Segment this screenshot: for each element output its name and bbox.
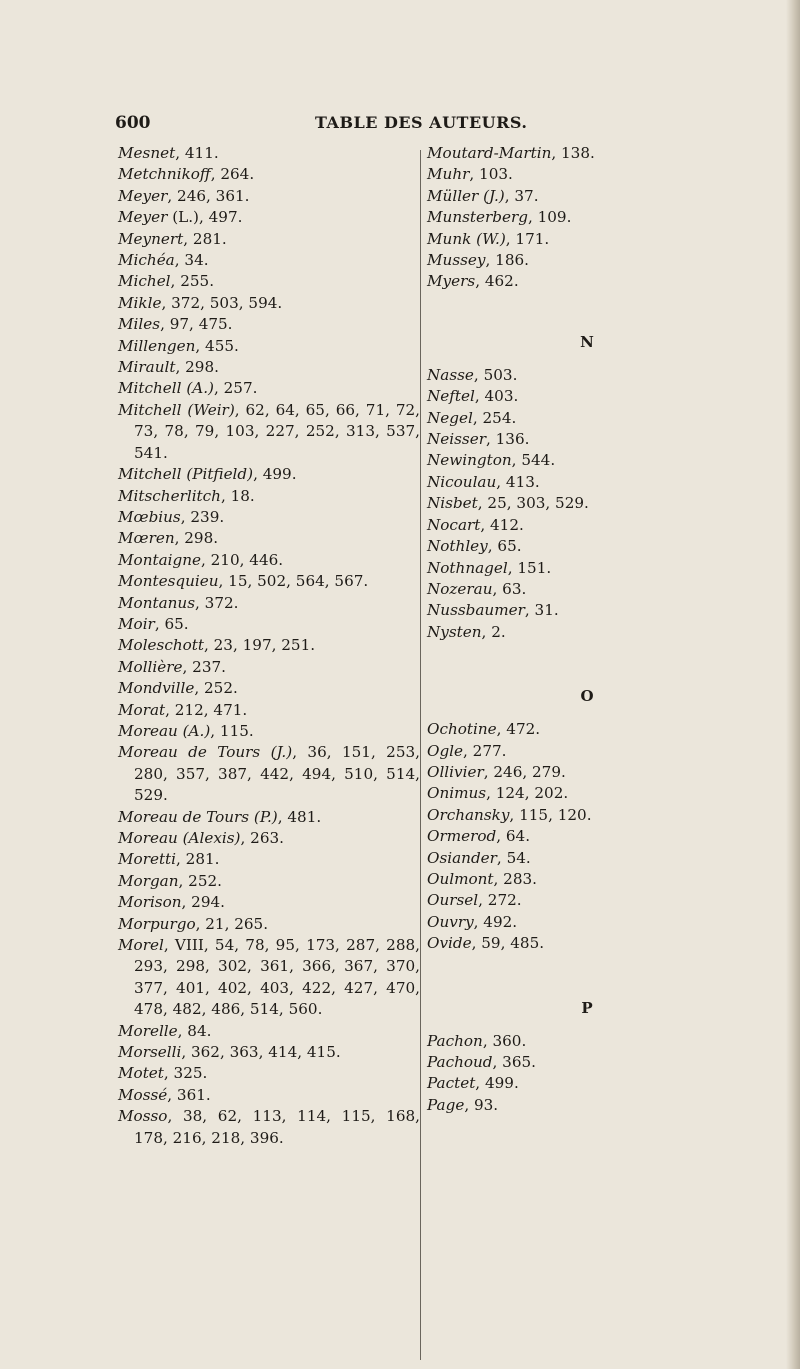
page-references: , 298.	[175, 358, 219, 377]
author-name: Mondville	[118, 679, 195, 698]
author-name: Meyer	[118, 208, 168, 227]
author-name: Montesquieu	[118, 572, 219, 591]
index-entry	[118, 143, 420, 164]
author-name: Ovide	[427, 934, 472, 953]
page-references: , 36, 151, 253, 280, 357, 387, 442, 494, 510, 514, 529.	[134, 743, 420, 805]
page-references: , 472.	[496, 720, 541, 739]
index-entry	[118, 678, 420, 699]
index-entry	[118, 464, 420, 485]
page-references: , 84.	[177, 1021, 212, 1040]
page-references: , 544.	[511, 451, 556, 470]
index-entry	[118, 507, 420, 528]
index-entry	[427, 933, 727, 954]
index-entry	[118, 378, 420, 399]
author-name: Neisser	[427, 430, 486, 449]
page-references: , 462.	[475, 272, 519, 291]
index-entry	[427, 429, 727, 450]
author-name: Moretti	[118, 850, 177, 869]
author-name: Mitchell (Weir)	[118, 400, 235, 419]
author-name: Michel	[118, 272, 171, 291]
index-entry	[118, 293, 420, 314]
page-references: , 59, 485.	[471, 934, 545, 953]
page-references: , 283.	[493, 869, 538, 888]
index-entry	[118, 742, 420, 806]
author-name: Muhr	[427, 165, 470, 184]
author-name: Oursel	[427, 891, 479, 910]
index-entry	[427, 250, 727, 271]
author-name: Nozerau	[427, 579, 493, 598]
page-references: , 298.	[174, 529, 219, 548]
section-letter-n: N	[580, 332, 594, 351]
page-references: , 411.	[175, 144, 219, 162]
page-references: , 281.	[183, 229, 227, 248]
page-references: , 15, 502, 564, 567.	[218, 572, 369, 591]
author-name: Motet	[118, 1064, 164, 1083]
page-references: , 281.	[176, 850, 220, 869]
author-name: Moir	[118, 614, 155, 633]
author-name: Morel	[118, 936, 164, 955]
index-entry	[427, 719, 727, 740]
index-entry	[118, 1042, 420, 1063]
index-entry	[118, 635, 420, 656]
author-name: Pactet	[427, 1074, 476, 1093]
author-name: Miles	[118, 315, 161, 334]
index-entry	[118, 400, 420, 464]
page-references: , 97, 475.	[160, 315, 233, 334]
page-references: , 63.	[492, 579, 527, 598]
section-letter-p: P	[581, 998, 593, 1017]
author-name: Montanus	[118, 593, 195, 612]
index-entry	[118, 486, 420, 507]
page-references: , 257.	[213, 379, 258, 398]
index-entry	[427, 805, 727, 826]
page-references: , 38, 62, 113, 114, 115, 168, 178, 216, 218, 396.	[134, 1107, 420, 1147]
author-name: Moreau (Alexis)	[118, 829, 241, 847]
page-references: , 372, 503, 594.	[161, 293, 283, 312]
author-name: Morat	[118, 700, 166, 719]
author-name: Mœbius	[118, 507, 181, 526]
column-divider	[420, 150, 421, 1360]
page-references: , 151.	[507, 558, 552, 577]
page-references: , 403.	[474, 387, 519, 406]
author-name: Mossé	[118, 1085, 168, 1104]
author-name: Morgan	[118, 871, 179, 890]
author-name: Nysten	[427, 622, 482, 641]
index-entry	[427, 826, 727, 847]
author-name: Mosso	[118, 1107, 168, 1126]
author-name: Ollivier	[427, 762, 484, 781]
index-entry	[118, 1085, 420, 1106]
page-references: , 31.	[524, 601, 559, 620]
index-entry	[427, 1031, 727, 1052]
index-entry	[427, 365, 727, 386]
author-name: Munsterberg	[427, 208, 528, 227]
index-entry	[118, 186, 420, 207]
author-name: Metchnikoff	[118, 165, 211, 184]
index-entry	[427, 408, 727, 429]
author-name: Michéa	[118, 251, 175, 270]
index-entry	[118, 229, 420, 250]
author-name: Ouvry	[427, 912, 474, 931]
author-name: Pachon	[427, 1031, 483, 1050]
page-references: , 365.	[492, 1053, 537, 1071]
page-references: , 54.	[496, 848, 531, 867]
n-entries-list	[427, 365, 727, 643]
page-references: , 255.	[170, 272, 215, 291]
index-entry	[427, 493, 727, 514]
index-entry	[118, 1106, 420, 1149]
o-entries-list	[427, 719, 727, 954]
index-entry	[427, 622, 727, 643]
index-entry	[118, 528, 420, 549]
index-entry	[427, 536, 727, 557]
page-references: , 239.	[180, 507, 225, 526]
author-name: Neftel	[427, 387, 475, 406]
index-entry	[427, 890, 727, 911]
p-entries-list	[427, 1031, 727, 1117]
index-entry	[427, 229, 727, 250]
page-references: , 360.	[482, 1031, 527, 1050]
author-name: Müller (J.)	[427, 186, 505, 205]
author-name: Nisbet	[427, 494, 478, 513]
page-references: , 124, 202.	[486, 784, 569, 803]
page-references: , 246, 279.	[483, 762, 566, 781]
index-entry	[427, 143, 727, 164]
index-entry	[427, 186, 727, 207]
page-references: , 34.	[174, 251, 209, 270]
page-edge-shadow	[786, 0, 800, 1369]
page-references: , 492.	[473, 912, 518, 931]
page-references: , 372.	[195, 593, 239, 612]
index-entry	[118, 1021, 420, 1042]
index-entry	[118, 571, 420, 592]
index-entry	[118, 207, 420, 228]
author-name: Moreau (A.)	[118, 721, 211, 740]
index-entry	[118, 250, 420, 271]
index-entry	[427, 912, 727, 933]
index-entry	[427, 472, 727, 493]
index-entry	[427, 271, 727, 292]
page-references: , 455.	[195, 336, 239, 355]
author-name: Montaigne	[118, 550, 201, 569]
page-references: , 186.	[485, 251, 529, 270]
author-name: Oulmont	[427, 869, 494, 888]
index-entry	[427, 741, 727, 762]
author-name: Mikle	[118, 293, 162, 312]
page-references: , 93.	[464, 1095, 499, 1114]
running-title: TABLE DES AUTEURS.	[315, 113, 528, 132]
index-entry	[118, 657, 420, 678]
page-references: , 499.	[253, 465, 297, 484]
author-name: Mitchell (Pitfield)	[118, 465, 254, 484]
index-entry	[118, 700, 420, 721]
index-entry	[427, 207, 727, 228]
author-name: Mœren	[118, 529, 175, 548]
index-entry	[118, 849, 420, 870]
running-header	[115, 113, 715, 137]
author-name: Meynert	[118, 229, 184, 248]
author-name: Ormerod	[427, 827, 497, 846]
page-references: , 252.	[194, 679, 238, 698]
page-references: , 25, 303, 529.	[477, 494, 589, 513]
index-entry	[118, 935, 420, 1021]
page-references: (L.), 497.	[167, 208, 243, 227]
page-references: , 65.	[487, 537, 522, 556]
page-references: , 264.	[210, 165, 255, 184]
index-entry	[118, 314, 420, 335]
page-references: , 115, 120.	[509, 805, 592, 824]
index-entry	[118, 721, 420, 742]
page-references: , 277.	[463, 741, 507, 760]
page-references: , 64.	[496, 827, 531, 846]
page-references: , 263.	[240, 829, 284, 847]
author-name: Negel	[427, 408, 473, 427]
page-references: , 362, 363, 414, 415.	[181, 1043, 341, 1062]
index-entry	[118, 336, 420, 357]
author-name: Munk (W.)	[427, 229, 506, 248]
author-name: Newington	[427, 451, 512, 470]
author-name: Moleschott	[118, 636, 204, 655]
index-entry	[427, 515, 727, 536]
author-name: Nothley	[427, 537, 488, 556]
page-references: , 138.	[551, 144, 595, 162]
page-references: , 115.	[210, 721, 254, 740]
index-entry	[427, 783, 727, 804]
index-entry	[118, 807, 420, 828]
author-name: Page	[427, 1095, 465, 1114]
page-references: , 2.	[481, 622, 506, 641]
author-name: Mirault	[118, 358, 176, 377]
page-references: , 62, 64, 65, 66, 71, 72, 73, 78, 79, 103, 227, 252, 313, 537, 541.	[134, 400, 420, 462]
page-references: , 413.	[496, 472, 540, 491]
author-name: Mollière	[118, 657, 183, 676]
page-references: , 237.	[182, 657, 226, 676]
page-references: , 499.	[475, 1074, 519, 1093]
page-references: , 210, 446.	[200, 550, 284, 569]
page-references: , 212, 471.	[165, 700, 248, 719]
page-references: , 171.	[505, 229, 550, 248]
index-entry	[118, 1063, 420, 1084]
page-references: , 21, 265.	[195, 914, 269, 933]
author-name: Millengen	[118, 336, 196, 355]
author-name: Morelle	[118, 1021, 178, 1040]
index-entry	[118, 892, 420, 913]
page-references: , 325.	[163, 1064, 208, 1083]
index-entry	[118, 550, 420, 571]
author-name: Morpurgo	[118, 914, 196, 933]
page-references: , 109.	[527, 208, 572, 227]
author-name: Moreau de Tours (P.)	[118, 807, 278, 826]
page-references: , 18.	[220, 486, 255, 505]
index-entry	[118, 871, 420, 892]
author-name: Onimus	[427, 784, 487, 803]
page-references: , 246, 361.	[167, 186, 250, 205]
index-entry	[427, 558, 727, 579]
index-entry	[118, 914, 420, 935]
index-entry	[427, 869, 727, 890]
index-entry	[427, 386, 727, 407]
author-name: Osiander	[427, 848, 497, 867]
index-entry	[118, 614, 420, 635]
author-name: Meyer	[118, 186, 168, 205]
index-entry	[118, 164, 420, 185]
page-references: , 65.	[154, 614, 189, 633]
index-entry	[118, 593, 420, 614]
index-entry	[427, 164, 727, 185]
page-references: , VIII, 54, 78, 95, 173, 287, 288, 293, 298, 302, 361, 366, 367, 370, 377, 401, 402, 403, 422, 427, 470, 478, 482, 486, 514, 560.	[134, 936, 420, 1019]
author-name: Myers	[427, 272, 476, 291]
page-references: , 254.	[472, 408, 517, 427]
author-name: Mitchell (A.)	[118, 379, 214, 398]
page-number: 600	[115, 113, 151, 133]
author-name: Morselli	[118, 1043, 182, 1062]
index-entry	[118, 357, 420, 378]
page-references: , 37.	[504, 186, 539, 205]
author-name: Morison	[118, 893, 182, 912]
author-name: Mussey	[427, 251, 486, 270]
page-references: , 503.	[473, 365, 518, 384]
author-name: Nocart	[427, 515, 481, 534]
page-references: , 412.	[480, 515, 524, 534]
author-name: Nicoulau	[427, 472, 497, 491]
page-references: , 361.	[167, 1085, 211, 1104]
page-references: , 136.	[485, 430, 530, 449]
index-entry	[427, 600, 727, 621]
section-letter-o: O	[580, 687, 594, 706]
page-references: , 23, 197, 251.	[203, 636, 316, 655]
author-name: Ochotine	[427, 720, 497, 739]
m-entries-list	[427, 143, 727, 293]
author-name: Moutard-Martin	[427, 144, 552, 162]
author-name: Nussbaumer	[427, 601, 525, 620]
author-name: Orchansky	[427, 805, 510, 824]
index-entry	[427, 762, 727, 783]
index-entry	[427, 579, 727, 600]
page-references: , 252.	[178, 871, 222, 890]
index-entry	[427, 1052, 727, 1073]
left-column	[118, 143, 420, 1149]
right-column	[427, 143, 727, 1116]
index-entry	[427, 1095, 727, 1116]
index-entry	[427, 848, 727, 869]
author-name: Moreau de Tours (J.)	[118, 743, 293, 762]
author-name: Nothnagel	[427, 558, 508, 577]
index-entry	[118, 828, 420, 849]
author-name: Nasse	[427, 365, 474, 384]
page-references: , 481.	[277, 807, 322, 826]
index-entry	[427, 1073, 727, 1094]
author-name: Mesnet	[118, 144, 176, 162]
page-references: , 272.	[478, 891, 522, 910]
page-references: , 294.	[181, 893, 226, 912]
page-references: , 103.	[469, 165, 513, 184]
author-name: Pachoud	[427, 1053, 493, 1071]
index-entry	[427, 450, 727, 471]
index-entry	[118, 271, 420, 292]
author-name: Mitscherlitch	[118, 486, 221, 505]
author-name: Ogle	[427, 741, 464, 760]
